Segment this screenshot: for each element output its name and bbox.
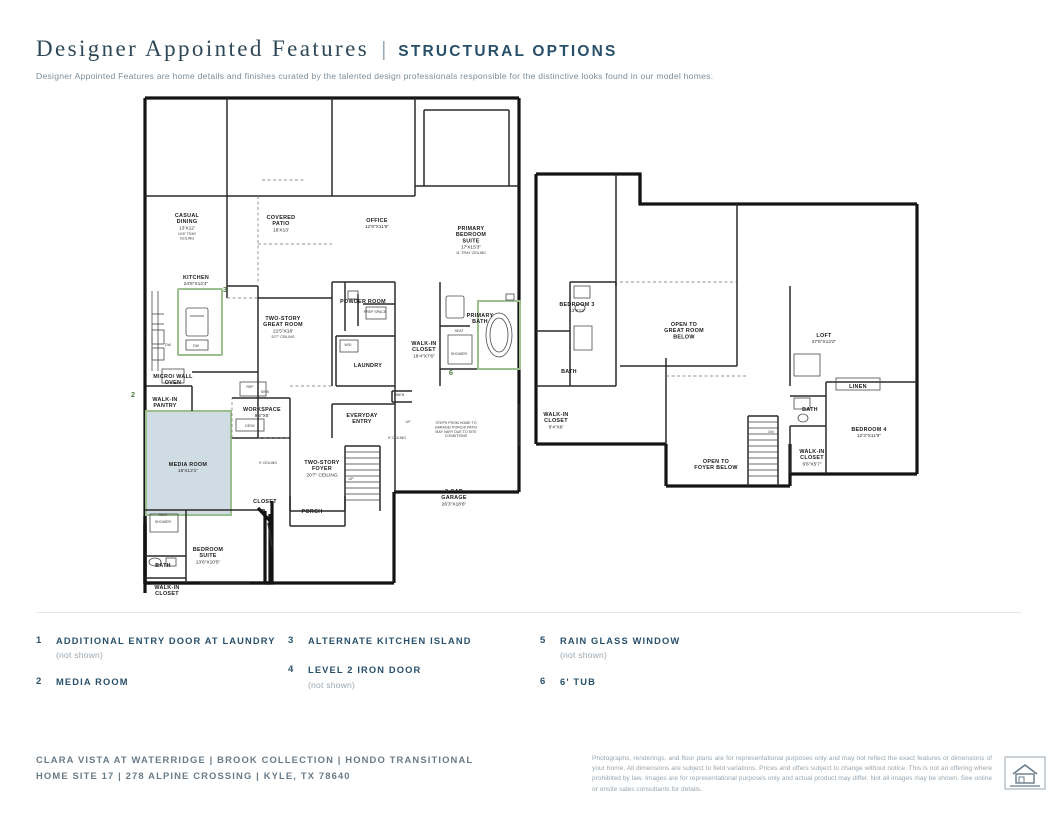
svg-text:DW: DW: [193, 344, 199, 348]
plan-detail-label: DN: [768, 430, 774, 434]
legend-label: LEVEL 2 IRON DOOR: [308, 665, 422, 676]
legend-item-4: [288, 664, 528, 689]
plan-detail-label: SEAT: [158, 513, 168, 517]
svg-text:BELOW: BELOW: [673, 334, 695, 341]
svg-text:POWDER ROOM: POWDER ROOM: [340, 299, 386, 305]
room-label: [802, 407, 818, 413]
svg-text:CLOSET: CLOSET: [800, 455, 824, 462]
plan-detail-label: CONDITIONS: [444, 434, 468, 439]
svg-text:20'7" CEILING: 20'7" CEILING: [271, 335, 295, 339]
floor-plan-drawing: [0, 86, 1055, 606]
footer-community-info: [36, 752, 556, 785]
legend-number: 2: [36, 676, 42, 688]
svg-text:FOYER BELOW: FOYER BELOW: [694, 465, 738, 472]
footer-line-2: HOME SITE 17 | 278 ALPINE CROSSING | KYLE, TX 78640: [36, 770, 351, 782]
svg-text:27'6"X13'2": 27'6"X13'2": [811, 340, 837, 346]
svg-text:PORCH: PORCH: [301, 509, 323, 515]
svg-text:CASUAL: CASUAL: [174, 213, 200, 219]
svg-text:WORKSPACE: WORKSPACE: [243, 407, 281, 413]
svg-text:FOYER: FOYER: [311, 466, 333, 473]
room-label: [851, 427, 886, 439]
page-header: [36, 36, 1016, 81]
legend-note: (not shown): [56, 650, 104, 661]
legend-label: ADDITIONAL ENTRY DOOR AT LAUNDRY: [56, 636, 276, 646]
room-label: [694, 459, 738, 471]
svg-text:BEDROOM: BEDROOM: [192, 547, 224, 553]
svg-text:11' TRAY CEILING: 11' TRAY CEILING: [456, 251, 486, 256]
room-label: [302, 509, 323, 515]
option-marker-6: 6: [448, 368, 454, 377]
room-label: [267, 215, 296, 233]
svg-text:BATH: BATH: [561, 369, 577, 375]
svg-text:PRIMARY: PRIMARY: [457, 226, 485, 232]
plan-detail-label: W/D: [344, 343, 352, 347]
room-label: [812, 333, 837, 345]
room-label: [154, 585, 179, 597]
svg-text:ENTRY: ENTRY: [352, 419, 372, 426]
legend-item-6: [540, 676, 780, 689]
svg-text:PATIO: PATIO: [272, 221, 290, 228]
svg-text:BEDROOM 3: BEDROOM 3: [559, 302, 595, 308]
svg-text:10'6" TRAY: 10'6" TRAY: [177, 232, 197, 236]
plan-detail-label: DW: [165, 343, 171, 347]
room-label: [456, 226, 486, 255]
legend-column-2: [288, 635, 528, 706]
footer-line-1: CLARA VISTA AT WATERRIDGE | BROOK COLLECTION | HONDO TRANSITIONAL: [36, 754, 474, 765]
legend-number: 3: [288, 635, 294, 646]
room-label: [152, 397, 177, 409]
svg-text:OVEN: OVEN: [164, 380, 182, 387]
room-label: [243, 407, 281, 419]
room-label: [543, 412, 568, 430]
room-label: [175, 213, 200, 240]
svg-text:BATH: BATH: [155, 563, 171, 569]
plan-detail-label: SINK: [260, 390, 270, 394]
svg-text:PRIMARY: PRIMARY: [466, 313, 494, 319]
svg-text:21'5"X18': 21'5"X18': [272, 329, 294, 335]
svg-text:COVERED: COVERED: [266, 215, 296, 221]
room-label: [849, 384, 867, 390]
plan-detail-label: MAY VARY DUE TO SITE: [435, 429, 477, 434]
legend-number: 6: [540, 676, 546, 688]
svg-text:SUITE: SUITE: [462, 238, 480, 245]
legend-label: RAIN GLASS WINDOW: [560, 636, 681, 646]
legend-item-1: [36, 635, 276, 660]
svg-text:WALK-IN: WALK-IN: [799, 449, 825, 455]
room-label: [153, 374, 193, 386]
svg-text:WALK-IN: WALK-IN: [154, 585, 180, 591]
svg-text:SUITE: SUITE: [199, 553, 217, 560]
svg-text:20'7" CEILING: 20'7" CEILING: [306, 473, 338, 479]
room-label: [193, 547, 223, 565]
plan-detail-label: STEPS FROM HOME TO: [435, 421, 477, 425]
svg-text:LOFT: LOFT: [816, 333, 832, 339]
svg-text:WALK-IN: WALK-IN: [152, 397, 178, 403]
options-legend: [36, 612, 1021, 715]
legend-note: (not shown): [308, 679, 356, 690]
room-label: [411, 341, 436, 359]
title-main: Designer Appointed Features: [36, 36, 370, 61]
svg-text:BEDROOM 4: BEDROOM 4: [851, 427, 887, 433]
svg-text:CLOSET: CLOSET: [544, 418, 568, 425]
room-label: [304, 460, 339, 478]
footer-disclaimer: Photographs, renderings, and floor plans are for representational purposes only and may not reflect the exact features or dimensions of your home. All dimensions are subject to field variations. Prices and offers subject to change without notice. This is not an offering where prohibited by law. Images are for representational purposes only and actual product may differ. Not all images may be shown. See online or onsite sales consultants for details.: [592, 755, 992, 793]
svg-text:18'4"X7'6": 18'4"X7'6": [413, 354, 435, 360]
svg-text:MEDIA ROOM: MEDIA ROOM: [168, 462, 208, 468]
svg-text:OPEN TO: OPEN TO: [670, 322, 698, 328]
legend-number: 1: [36, 635, 42, 646]
svg-text:CLOSET: CLOSET: [412, 347, 436, 354]
svg-text:17'X15'3": 17'X15'3": [460, 245, 482, 251]
svg-text:13'X12': 13'X12': [569, 309, 585, 315]
room-label: [183, 275, 209, 287]
room-label: [263, 316, 303, 339]
svg-text:GREAT ROOM: GREAT ROOM: [263, 322, 303, 329]
room-label: [253, 499, 277, 505]
svg-text:6'4"X6': 6'4"X6': [548, 425, 564, 431]
svg-text:MICRO/ WALL: MICRO/ WALL: [153, 374, 193, 380]
plan-detail-label: LINEN: [393, 393, 405, 397]
svg-text:OPEN TO: OPEN TO: [702, 459, 730, 465]
plan-detail-label: GARAGE/ PORCH/ PATIO: [434, 425, 478, 430]
legend-column-1: [36, 635, 276, 706]
page-description: Designer Appointed Features are home details and finishes curated by the talented design professionals responsible for the distinctive looks found in our model homes.: [36, 71, 714, 81]
plan-detail-label: 9' CEILING: [258, 461, 278, 465]
room-label: [559, 302, 594, 314]
plan-detail-label: UP: [405, 420, 411, 424]
svg-text:KITCHEN: KITCHEN: [182, 275, 210, 281]
room-label: [155, 563, 171, 569]
room-label: [561, 369, 577, 375]
svg-text:EVERYDAY: EVERYDAY: [346, 413, 378, 419]
legend-columns: [36, 635, 1021, 715]
plan-detail-label: 9' CEILING: [387, 436, 407, 440]
room-label: [365, 218, 389, 230]
svg-text:BATH: BATH: [472, 319, 488, 326]
title-subtitle: STRUCTURAL OPTIONS: [398, 43, 618, 60]
svg-text:9'4"X5': 9'4"X5': [254, 414, 270, 420]
svg-text:26'3"X18'6": 26'3"X18'6": [441, 502, 467, 508]
room-label: [340, 299, 386, 305]
legend-item-2: [36, 676, 276, 689]
svg-text:6'6"X5'7": 6'6"X5'7": [802, 462, 822, 468]
room-label: [799, 449, 824, 467]
svg-text:WALK-IN: WALK-IN: [411, 341, 437, 347]
legend-label: ALTERNATE KITCHEN ISLAND: [308, 636, 472, 646]
svg-text:GREAT ROOM: GREAT ROOM: [664, 328, 704, 335]
svg-text:2-CAR: 2-CAR: [445, 489, 463, 495]
svg-text:24'5"X12'4": 24'5"X12'4": [183, 282, 209, 288]
plan-detail-label: UP: [348, 477, 354, 481]
svg-text:CLOSET: CLOSET: [155, 591, 179, 598]
svg-text:18'X13': 18'X13': [273, 228, 289, 234]
svg-text:15'X12'1": 15'X12'1": [177, 469, 199, 475]
room-label: [354, 363, 382, 369]
page-title: [36, 36, 1016, 62]
svg-text:CEILING: CEILING: [179, 236, 195, 241]
room-label: [346, 413, 377, 425]
svg-text:WALK-IN: WALK-IN: [543, 412, 569, 418]
equal-housing-opportunity-icon: [1004, 756, 1046, 790]
legend-label: 6' TUB: [560, 677, 596, 688]
svg-text:CLOSET: CLOSET: [253, 499, 277, 505]
plan-detail-label: DESK: [245, 424, 255, 428]
svg-text:13'6"X10'5": 13'6"X10'5": [195, 560, 221, 566]
title-divider: |: [381, 39, 387, 61]
room-label: [664, 322, 704, 340]
svg-text:12'9"X11'6": 12'9"X11'6": [364, 225, 390, 231]
svg-text:BATH: BATH: [802, 407, 818, 413]
plan-detail-label: SHOWER: [154, 520, 172, 524]
svg-text:LINEN: LINEN: [849, 384, 867, 390]
svg-text:13'X12': 13'X12': [179, 226, 195, 232]
plan-detail-label: SEAT: [454, 329, 464, 333]
svg-text:TWO-STORY: TWO-STORY: [304, 460, 340, 466]
legend-column-3: [540, 635, 780, 706]
svg-text:OFFICE: OFFICE: [366, 218, 388, 224]
legend-label: MEDIA ROOM: [56, 677, 129, 688]
svg-text:BEDROOM: BEDROOM: [455, 232, 487, 239]
legend-item-5: [540, 635, 780, 660]
svg-text:PANTRY: PANTRY: [153, 403, 177, 410]
plan-detail-label: PREP SPACE: [363, 310, 387, 314]
legend-item-3: [288, 635, 528, 648]
svg-text:LAUNDRY: LAUNDRY: [353, 363, 383, 369]
room-label: [441, 489, 467, 507]
legend-note: (not shown): [560, 650, 608, 661]
option-marker-2: 2: [130, 390, 136, 399]
legend-number: 5: [540, 635, 546, 646]
first-floor-plan: [145, 98, 520, 593]
option-marker-3: 3: [222, 285, 228, 294]
legend-number: 4: [288, 664, 294, 676]
svg-text:DINING: DINING: [176, 219, 198, 226]
svg-text:TWO-STORY: TWO-STORY: [265, 316, 301, 322]
plan-detail-label: REF: [246, 385, 254, 389]
plan-detail-label: SHOWER: [450, 352, 468, 356]
legend-divider: [36, 612, 1021, 613]
svg-text:12'3"X11'9": 12'3"X11'9": [856, 434, 882, 440]
svg-text:GARAGE: GARAGE: [441, 495, 467, 502]
